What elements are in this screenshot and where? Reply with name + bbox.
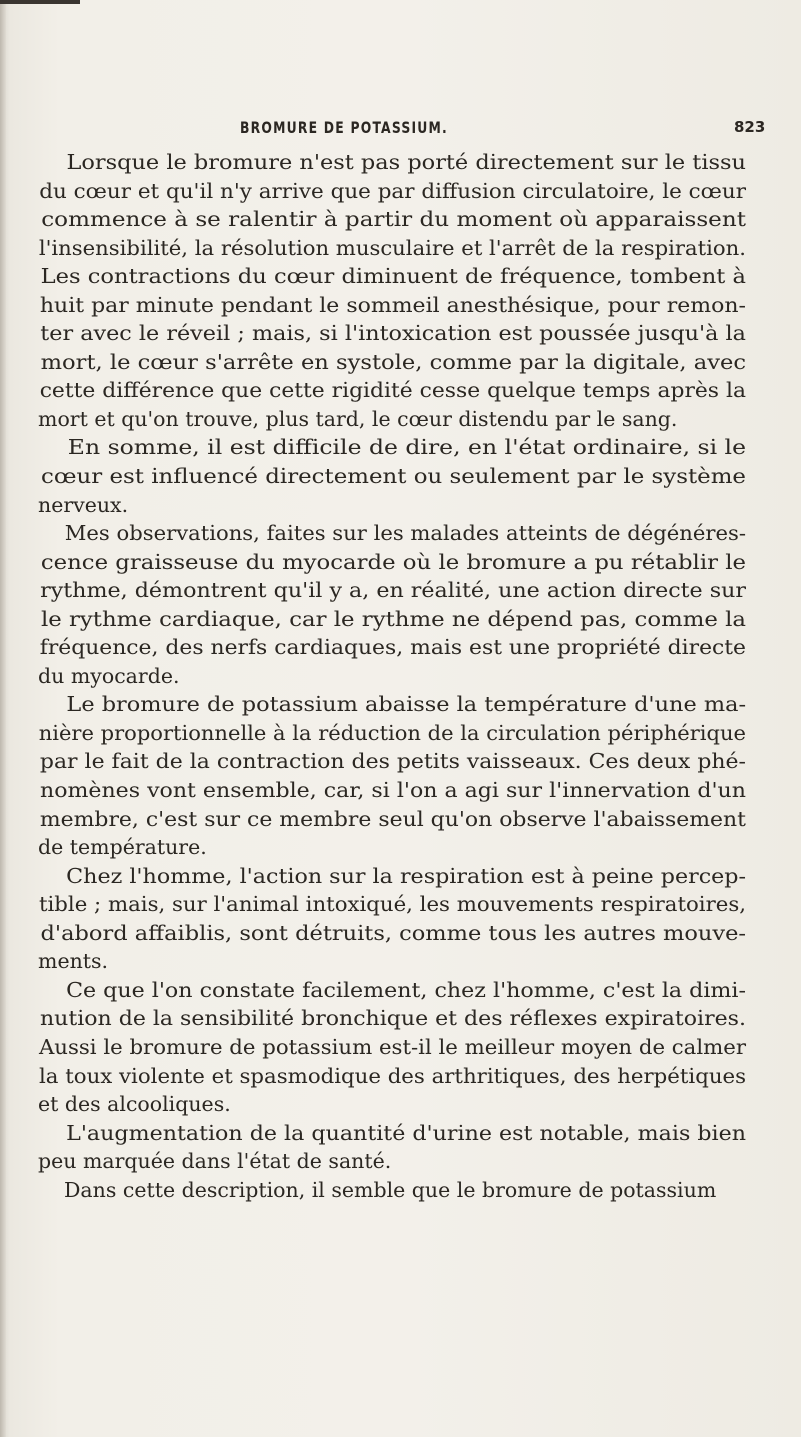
text-line: En somme, il est difficile de dire, en l'état ordinaire, si le [67, 435, 746, 460]
text-line: nerveux. [38, 492, 129, 517]
paragraph [38, 519, 772, 690]
text-line: rythme, démontrent qu'il y a, en réalité, une action directe sur [40, 578, 747, 603]
text-line: ter avec le réveil ; mais, si l'intoxication est poussée jusqu'à la [40, 321, 746, 346]
text-line: Mes observations, faites sur les malades atteints de dégénéres- [64, 521, 746, 546]
binding-edge [0, 0, 6, 1437]
top-rule [0, 0, 80, 4]
text-line: Ce que l'on constate facilement, chez l'homme, c'est la dimi- [66, 977, 747, 1002]
text-line: le rythme cardiaque, car le rythme ne dépend pas, comme la [40, 606, 747, 631]
text-line: la toux violente et spasmodique des arthritiques, des herpétiques [38, 1063, 747, 1088]
text-line: cence graisseuse du myocarde où le bromure a pu rétablir le [40, 549, 747, 574]
body-text [38, 148, 772, 1204]
text-line: cœur est influencé directement ou seulement par le système [41, 464, 746, 489]
paragraph [38, 690, 772, 861]
text-line: Les contractions du cœur diminuent de fréquence, tombent à [40, 264, 747, 289]
paragraph [38, 433, 772, 519]
text-line: Lorsque le bromure n'est pas porté directement sur le tissu [66, 150, 746, 174]
text-line: huit par minute pendant le sommeil anesthésique, pour remon- [39, 292, 746, 317]
paragraph [38, 148, 772, 433]
paragraph [38, 976, 772, 1119]
text-line: peu marquée dans l'état de santé. [38, 1149, 392, 1174]
text-line: d'abord affaiblis, sont détruits, comme tous les autres mouve- [40, 920, 747, 945]
text-line: mort, le cœur s'arrête en systole, comme par la digitale, avec [40, 349, 746, 374]
text-line: nière proportionnelle à la réduction de la circulation périphérique [38, 720, 746, 745]
text-line: Aussi le bromure de potassium est-il le meilleur moyen de calmer [38, 1034, 747, 1059]
text-line: ments. [38, 949, 109, 974]
text-line: par le fait de la contraction des petits vaisseaux. Ces deux phé- [39, 749, 746, 774]
text-line: nomènes vont ensemble, car, si l'on a agi sur l'innervation d'un [39, 778, 746, 803]
running-head: BROMURE DE POTASSIUM. [240, 118, 448, 137]
text-line: Chez l'homme, l'action sur la respiration est à peine percep- [66, 863, 746, 888]
text-line: tible ; mais, sur l'animal intoxiqué, les mouvements respiratoires, [38, 892, 746, 917]
text-line: Le bromure de potassium abaisse la température d'une ma- [66, 692, 747, 717]
text-line: de température. [38, 835, 207, 860]
text-line: cette différence que cette rigidité cesse quelque temps après la [39, 378, 746, 403]
text-line: fréquence, des nerfs cardiaques, mais est une propriété directe [39, 635, 747, 660]
text-line: membre, c'est sur ce membre seul qu'on observe l'abaissement [39, 806, 746, 831]
text-line: Dans cette description, il semble que le bromure de potassium [64, 1177, 717, 1202]
text-line: L'augmentation de la quantité d'urine est notable, mais bien [66, 1120, 747, 1145]
text-line: nution de la sensibilité bronchique et des réflexes expiratoires. [39, 1006, 746, 1031]
paragraph [38, 862, 772, 976]
page-number: 823 [734, 118, 766, 136]
text-line: du myocarde. [38, 663, 180, 688]
text-line: du cœur et qu'il n'y arrive que par diffusion circulatoire, le cœur [39, 178, 747, 203]
text-line: mort et qu'on trouve, plus tard, le cœur distendu par le sang. [38, 406, 678, 431]
paragraph [38, 1176, 772, 1205]
text-line: et des alcooliques. [38, 1092, 231, 1117]
page-header [0, 118, 801, 144]
paragraph [38, 1119, 772, 1176]
text-line: commence à se ralentir à partir du moment où apparaissent [41, 207, 746, 232]
text-line: l'insensibilité, la résolution musculaire et l'arrêt de la respiration. [38, 235, 746, 260]
